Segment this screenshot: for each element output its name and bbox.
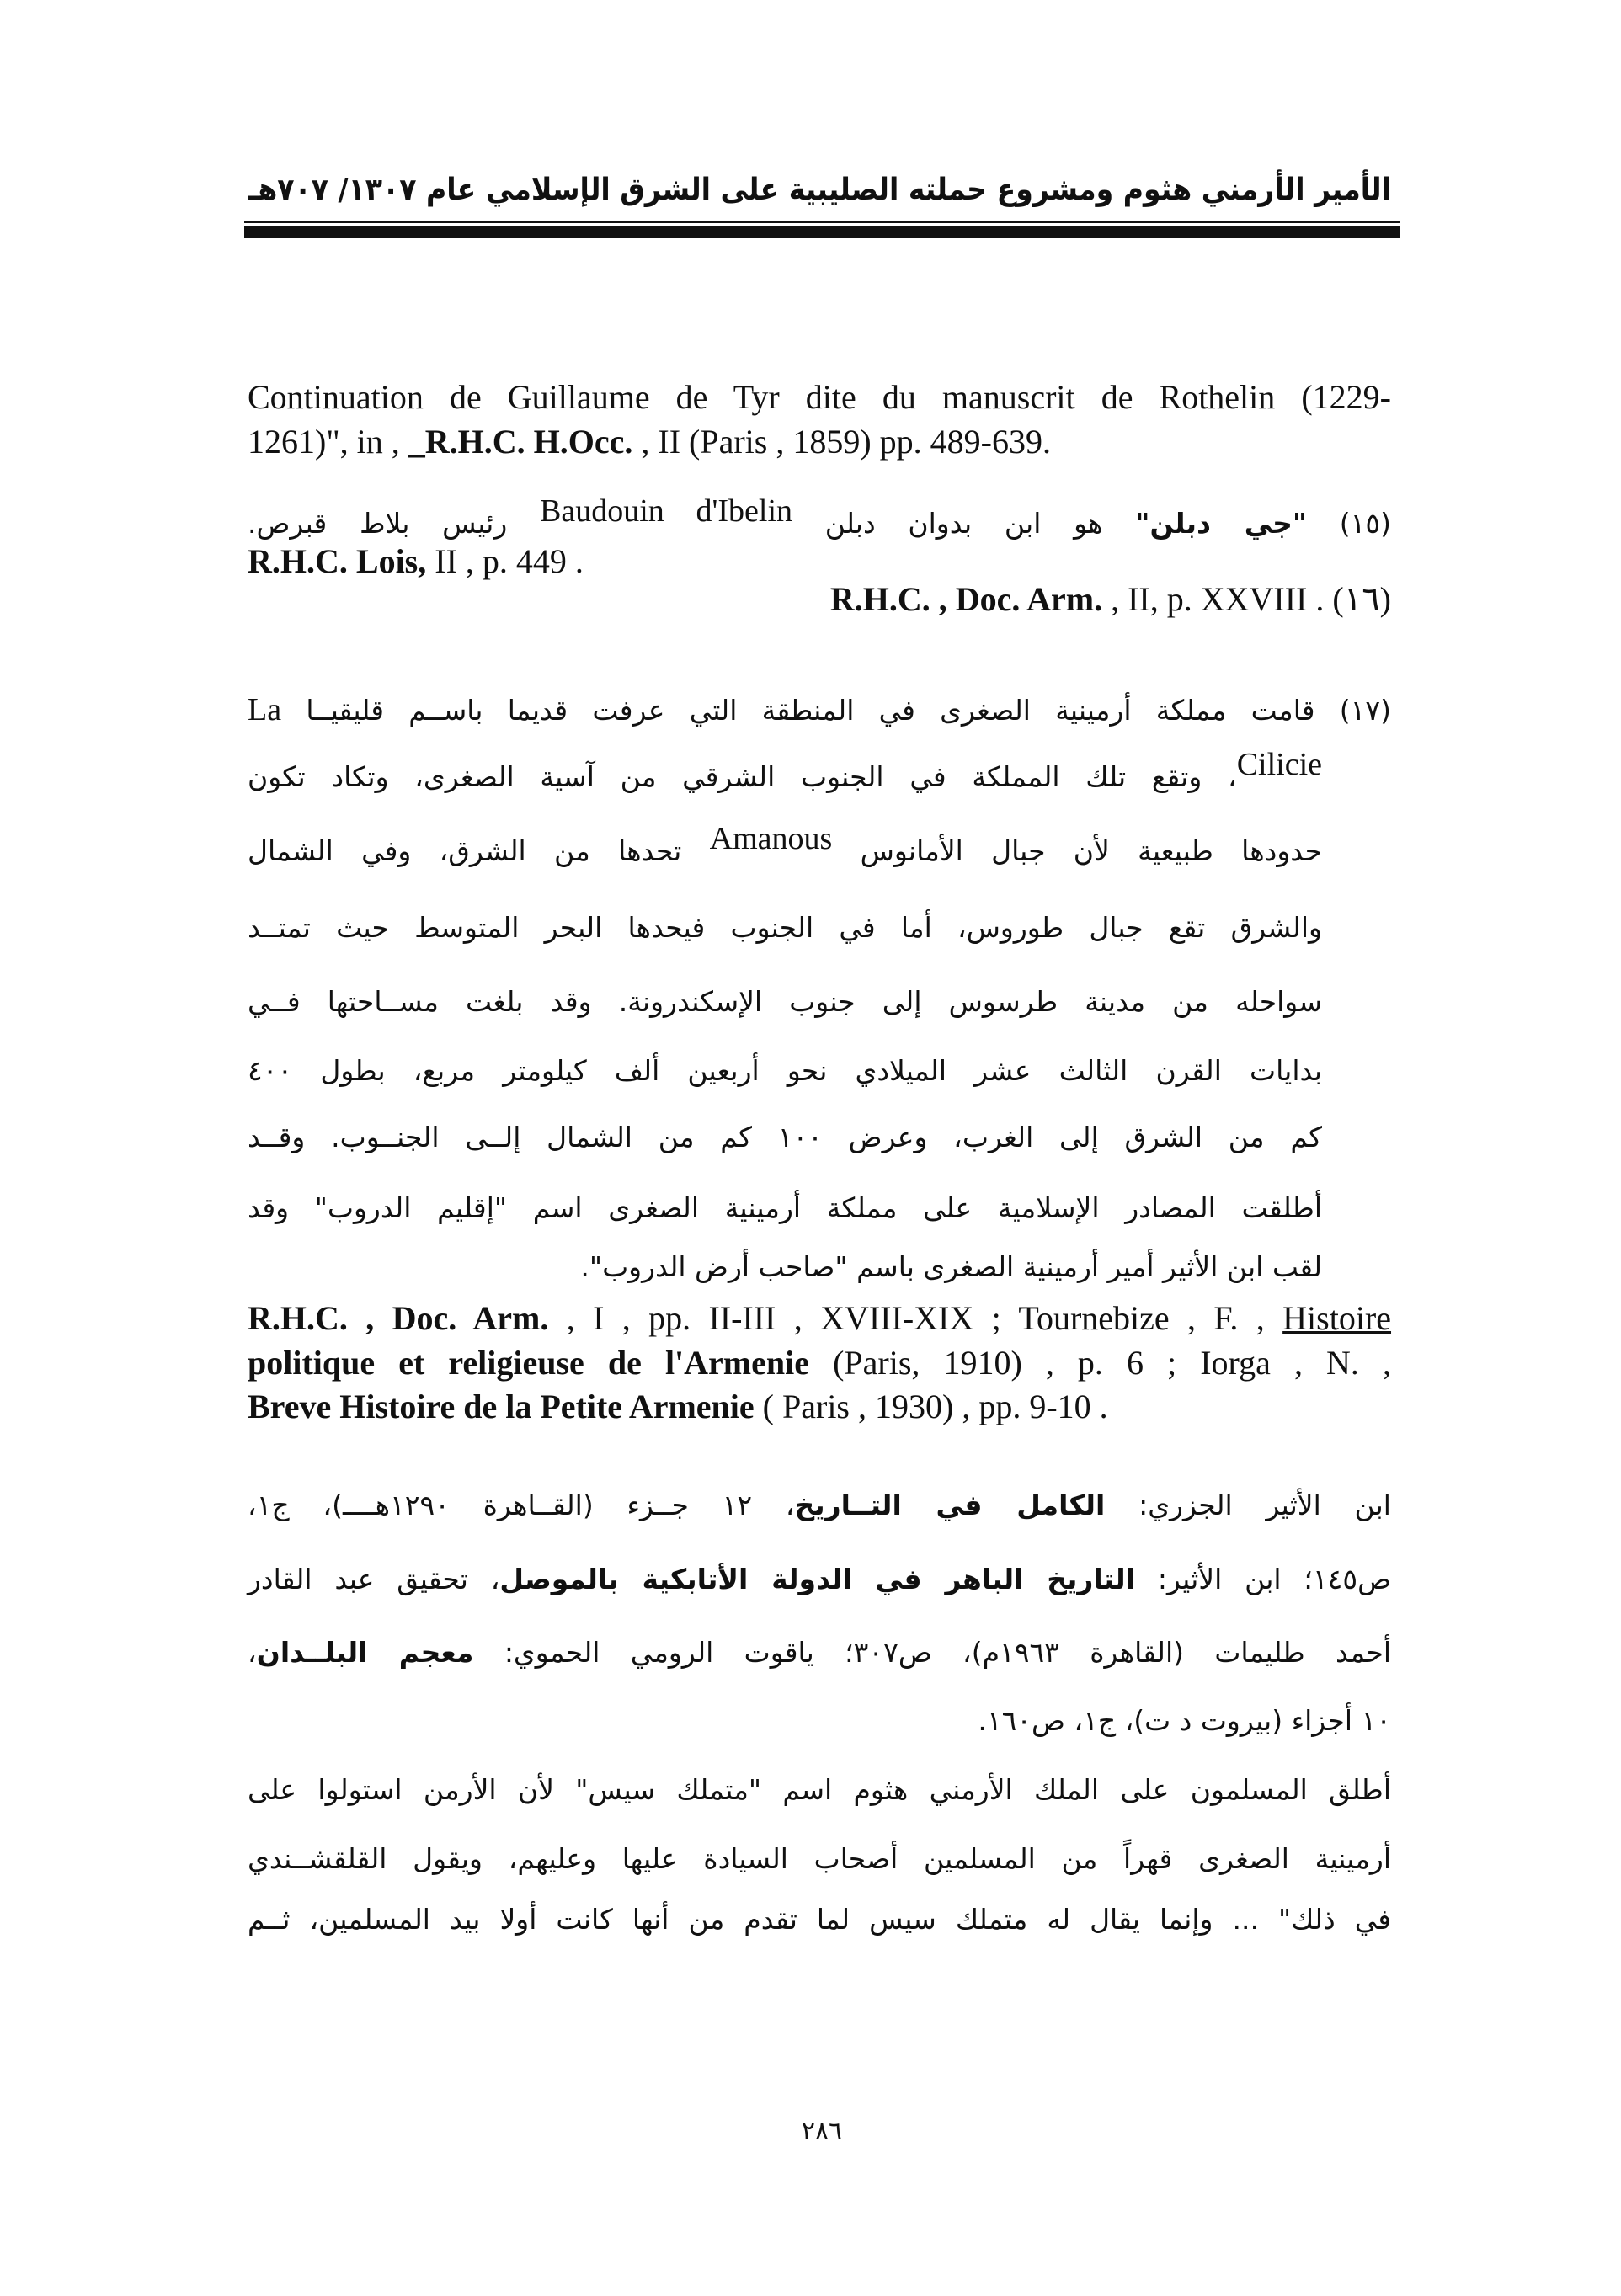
bold-text-segment: معجم البلــدان bbox=[256, 1636, 474, 1669]
bold-text-segment: R.H.C. Lois, bbox=[248, 542, 427, 580]
bold-text-segment: "جي دبلن" bbox=[1135, 507, 1308, 540]
text-segment: (Paris, 1910) , p. 6 ; Iorga , N. , bbox=[809, 1344, 1391, 1382]
text-segment: بدايات القرن الثالث عشر الميلادي نحو أربعين ألف كيلومتر مربع، بطول ٤٠٠ bbox=[248, 1054, 1322, 1087]
text-line bbox=[248, 747, 1322, 802]
bold-text-segment: politique et religieuse de l'Armenie bbox=[248, 1344, 809, 1382]
text-segment: أطلق المسلمون على الملك الأرمني هثوم اسم "متملك سيس" لأن الأرمن استولوا على bbox=[248, 1773, 1391, 1806]
text-segment: ، bbox=[248, 1636, 257, 1669]
text-line bbox=[248, 1696, 1391, 1746]
text-segment: والشرق تقع جبال طوروس، أما في الجنوب فيحدها البحر المتوسط حيث تمتــد bbox=[248, 911, 1322, 944]
text-line bbox=[248, 1338, 1391, 1388]
text-line bbox=[248, 903, 1322, 953]
text-segment: في ذلك" ... وإنما يقال له متملك سيس لما تقدم من أنها كانت أولا بيد المسلمين، ثــم bbox=[248, 1903, 1391, 1936]
bold-text-segment: R.H.C. , Doc. Arm. bbox=[248, 1299, 549, 1337]
text-segment: , II (Paris , 1859) pp. 489-639. bbox=[632, 423, 1051, 461]
text-line bbox=[248, 685, 1391, 735]
latin-term: La bbox=[248, 692, 282, 727]
text-line bbox=[248, 1627, 1391, 1678]
text-line bbox=[248, 1293, 1391, 1344]
text-line bbox=[248, 1834, 1391, 1884]
text-line bbox=[248, 574, 1391, 625]
bold-text-segment: _R.H.C. H.Occ. bbox=[408, 423, 633, 461]
text-segment: ص١٤٥؛ ابن الأثير: bbox=[1135, 1563, 1392, 1595]
latin-term: Baudouin d'Ibelin bbox=[540, 493, 793, 529]
page-number: ٢٨٦ bbox=[801, 2117, 843, 2146]
text-segment: ، وتقع تلك المملكة في الجنوب الشرقي من آسية الصغرى، وتكاد تكون bbox=[248, 760, 1237, 793]
text-segment: ، ١٢ جــزء (القــاهرة ١٢٩٠هــــ)، ج١، bbox=[248, 1489, 795, 1521]
bold-text-segment: R.H.C. , Doc. Arm. bbox=[829, 580, 1103, 618]
text-line bbox=[248, 1894, 1391, 1945]
text-segment: أحمد طليمات (القاهرة ١٩٦٣م)، ص٣٠٧؛ ياقوت الرومي الحموي: bbox=[473, 1636, 1392, 1669]
text-segment: ١٠ أجزاء (بيروت د ت)، ج١، ص١٦٠. bbox=[978, 1704, 1391, 1737]
text-line bbox=[248, 1554, 1391, 1605]
text-segment: ، تحقيق عبد القادر bbox=[248, 1563, 500, 1595]
text-segment: II , p. 449 . bbox=[426, 542, 584, 580]
text-segment: ( Paris , 1930) , pp. 9-10 . bbox=[754, 1388, 1108, 1425]
text-segment: , II, p. XXVIII . (١٦) bbox=[1102, 580, 1391, 618]
text-segment: هو ابن بدوان دبلن bbox=[792, 507, 1136, 540]
text-segment: كم من الشرق إلى الغرب، وعرض ١٠٠ كم من الشمال إلــى الجنــوب. وقــد bbox=[248, 1121, 1322, 1153]
text-segment: (١٧) قامت مملكة أرمينية الصغرى في المنطقة التي عرفت قديما باســم قليقيــا bbox=[281, 694, 1391, 727]
text-segment: Continuation de Guillaume de Tyr dite du manuscrit de Rothelin (1229- bbox=[248, 378, 1391, 416]
text-segment: ابن الأثير الجزري: bbox=[1105, 1489, 1391, 1521]
text-segment: تحدها من الشرق، وفي الشمال bbox=[248, 834, 710, 867]
text-line bbox=[248, 977, 1322, 1027]
header-rule-thin bbox=[244, 221, 1400, 223]
text-line bbox=[248, 1382, 1391, 1432]
text-line bbox=[248, 1046, 1322, 1096]
text-line bbox=[248, 1183, 1322, 1233]
text-line bbox=[248, 821, 1322, 876]
bold-text-segment: Breve Histoire de la Petite Armenie bbox=[248, 1388, 755, 1425]
text-segment: أطلقت المصادر الإسلامية على مملكة أرمينية الصغرى اسم "إقليم الدروب" وقد bbox=[248, 1191, 1322, 1224]
text-segment: 1261)", in , bbox=[248, 423, 408, 461]
text-line bbox=[248, 372, 1391, 423]
text-segment: , I , pp. II-III , XVIII-XIX ; Tournebize , F. , bbox=[548, 1299, 1283, 1337]
bold-text-segment: الكامل في التــاريخ bbox=[794, 1489, 1106, 1521]
text-line bbox=[248, 1242, 1322, 1292]
text-segment: لقب ابن الأثير أمير أرمينية الصغرى باسم "صاحب أرض الدروب". bbox=[580, 1250, 1322, 1283]
latin-term: Amanous bbox=[709, 821, 833, 856]
bold-text-segment: التاريخ الباهر في الدولة الأتابكية بالموصل bbox=[499, 1563, 1135, 1595]
text-segment: رئيس بلاط قبرص. bbox=[248, 507, 541, 540]
header-rule-thick bbox=[244, 226, 1400, 238]
text-segment: أرمينية الصغرى قهراً من المسلمين أصحاب السيادة عليها وعليهم، ويقول القلقشــندي bbox=[248, 1842, 1391, 1875]
text-segment: حدودها طبيعية لأن جبال الأمانوس bbox=[832, 834, 1322, 867]
text-segment: سواحله من مدينة طرسوس إلى جنوب الإسكندرونة. وقد بلغت مســاحتها فــي bbox=[248, 985, 1322, 1018]
running-header-title: الأمير الأرمني هثوم ومشروع حملته الصليبية على الشرق الإسلامي عام ١٣٠٧/ ٧٠٧هـ bbox=[248, 173, 1392, 207]
text-segment: (١٥) bbox=[1307, 507, 1391, 540]
text-line bbox=[248, 1765, 1391, 1815]
text-line bbox=[248, 417, 1391, 467]
text-segment: Histoire bbox=[1282, 1299, 1392, 1337]
latin-term: Cilicie bbox=[1236, 747, 1322, 782]
text-line bbox=[248, 1480, 1391, 1531]
text-line bbox=[248, 1112, 1322, 1163]
